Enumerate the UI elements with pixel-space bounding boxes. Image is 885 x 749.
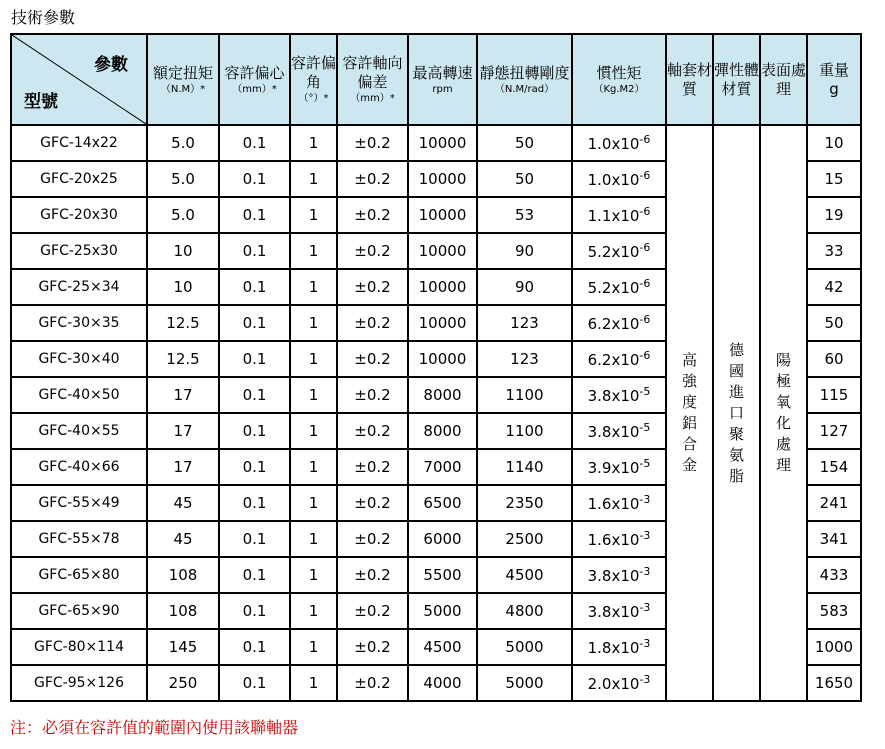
- cell-axial: ±0.2: [337, 341, 408, 377]
- cell-weight: 19: [807, 197, 861, 233]
- header-inertia: [572, 34, 666, 125]
- inertia-exponent: -3: [639, 637, 651, 650]
- cell-eccentric: 0.1: [219, 269, 290, 305]
- cell-axial: ±0.2: [337, 377, 408, 413]
- cell-max-speed: 4000: [408, 665, 477, 701]
- cell-inertia: [572, 377, 666, 413]
- cell-stiffness: 4500: [477, 557, 572, 593]
- cell-stiffness: 2350: [477, 485, 572, 521]
- cell-model: GFC-40×55: [11, 413, 147, 449]
- cell-max-speed: 10000: [408, 233, 477, 269]
- header-surface-treatment: [760, 34, 807, 125]
- header-label: 表面處理: [761, 60, 807, 98]
- cell-max-speed: 10000: [408, 305, 477, 341]
- spec-table: [10, 33, 862, 702]
- cell-elastomer-material: [713, 125, 760, 701]
- cell-rated-torque: 108: [147, 593, 219, 629]
- cell-rated-torque: 12.5: [147, 341, 219, 377]
- cell-eccentric: 0.1: [219, 665, 290, 701]
- cell-rated-torque: 5.0: [147, 161, 219, 197]
- cell-max-speed: 10000: [408, 269, 477, 305]
- cell-eccentric: 0.1: [219, 485, 290, 521]
- cell-angle: 1: [290, 269, 337, 305]
- header-unit: （N.M/rad）: [494, 83, 555, 95]
- cell-eccentric: 0.1: [219, 593, 290, 629]
- cell-model: GFC-25×34: [11, 269, 147, 305]
- header-angle: [290, 34, 337, 125]
- cell-axial: ±0.2: [337, 233, 408, 269]
- header-elastomer-material: [713, 34, 760, 125]
- inertia-base: 1.0x10: [587, 135, 640, 153]
- cell-eccentric: 0.1: [219, 197, 290, 233]
- cell-stiffness: 1100: [477, 377, 572, 413]
- cell-rated-torque: 17: [147, 377, 219, 413]
- inertia-base: 3.8x10: [587, 423, 640, 441]
- cell-stiffness: 5000: [477, 665, 572, 701]
- inertia-base: 3.8x10: [587, 387, 640, 405]
- cell-angle: 1: [290, 665, 337, 701]
- cell-model: GFC-30×40: [11, 341, 147, 377]
- cell-model: GFC-65×80: [11, 557, 147, 593]
- cell-eccentric: 0.1: [219, 413, 290, 449]
- cell-inertia: [572, 413, 666, 449]
- cell-stiffness: 1100: [477, 413, 572, 449]
- cell-eccentric: 0.1: [219, 449, 290, 485]
- cell-angle: 1: [290, 125, 337, 161]
- cell-rated-torque: 5.0: [147, 125, 219, 161]
- inertia-exponent: -6: [639, 133, 651, 146]
- cell-model: GFC-25x30: [11, 233, 147, 269]
- header-label: 重量: [818, 60, 849, 79]
- header-eccentric: [219, 34, 290, 125]
- inertia-exponent: -6: [639, 241, 651, 254]
- cell-angle: 1: [290, 593, 337, 629]
- page-heading: 技術參數: [11, 8, 76, 27]
- cell-max-speed: 5000: [408, 593, 477, 629]
- cell-stiffness: 50: [477, 125, 572, 161]
- cell-axial: ±0.2: [337, 629, 408, 665]
- cell-axial: ±0.2: [337, 521, 408, 557]
- inertia-exponent: -5: [639, 421, 651, 434]
- cell-model: GFC-20x25: [11, 161, 147, 197]
- cell-max-speed: 5500: [408, 557, 477, 593]
- cell-model: GFC-40×66: [11, 449, 147, 485]
- inertia-base: 3.8x10: [587, 567, 640, 585]
- cell-weight: 154: [807, 449, 861, 485]
- inertia-base: 5.2x10: [587, 243, 640, 261]
- cell-stiffness: 50: [477, 161, 572, 197]
- header-stiffness: [477, 34, 572, 125]
- cell-rated-torque: 45: [147, 485, 219, 521]
- cell-weight: 433: [807, 557, 861, 593]
- cell-model: GFC-55×78: [11, 521, 147, 557]
- cell-rated-torque: 17: [147, 413, 219, 449]
- usage-note: 注：必須在容許值的範圍內使用該聯軸器: [10, 718, 299, 737]
- inertia-exponent: -3: [639, 673, 651, 686]
- header-label: 容許偏心: [224, 63, 285, 82]
- cell-axial: ±0.2: [337, 269, 408, 305]
- cell-rated-torque: 17: [147, 449, 219, 485]
- cell-rated-torque: 12.5: [147, 305, 219, 341]
- cell-model: GFC-14x22: [11, 125, 147, 161]
- inertia-base: 1.8x10: [587, 639, 640, 657]
- cell-max-speed: 10000: [408, 125, 477, 161]
- cell-max-speed: 4500: [408, 629, 477, 665]
- header-label: 慣性矩: [596, 63, 642, 82]
- cell-max-speed: 8000: [408, 377, 477, 413]
- inertia-base: 1.6x10: [587, 495, 640, 513]
- cell-rated-torque: 145: [147, 629, 219, 665]
- cell-max-speed: 6500: [408, 485, 477, 521]
- cell-weight: 33: [807, 233, 861, 269]
- inertia-base: 3.8x10: [587, 603, 640, 621]
- cell-axial: ±0.2: [337, 125, 408, 161]
- cell-eccentric: 0.1: [219, 161, 290, 197]
- inertia-exponent: -6: [639, 205, 651, 218]
- cell-angle: 1: [290, 557, 337, 593]
- inertia-base: 2.0x10: [587, 675, 640, 693]
- table-body: [11, 125, 861, 701]
- cell-eccentric: 0.1: [219, 629, 290, 665]
- cell-model: GFC-65×90: [11, 593, 147, 629]
- cell-inertia: [572, 305, 666, 341]
- cell-axial: ±0.2: [337, 305, 408, 341]
- corner-model-label: 型號: [24, 92, 58, 112]
- cell-hub-material: [666, 125, 713, 701]
- cell-eccentric: 0.1: [219, 521, 290, 557]
- header-unit: （N.M）*: [160, 83, 206, 95]
- cell-inertia: [572, 557, 666, 593]
- inertia-base: 1.0x10: [587, 171, 640, 189]
- cell-stiffness: 90: [477, 269, 572, 305]
- cell-angle: 1: [290, 233, 337, 269]
- header-row: [11, 34, 861, 125]
- cell-inertia: [572, 449, 666, 485]
- cell-axial: ±0.2: [337, 197, 408, 233]
- cell-inertia: [572, 269, 666, 305]
- cell-weight: 241: [807, 485, 861, 521]
- cell-rated-torque: 5.0: [147, 197, 219, 233]
- cell-angle: 1: [290, 485, 337, 521]
- cell-angle: 1: [290, 629, 337, 665]
- header-rated-torque: [147, 34, 219, 125]
- header-unit: （mm）*: [232, 83, 277, 95]
- cell-axial: ±0.2: [337, 593, 408, 629]
- cell-stiffness: 53: [477, 197, 572, 233]
- cell-eccentric: 0.1: [219, 377, 290, 413]
- cell-weight: 42: [807, 269, 861, 305]
- header-label: 額定扭矩: [152, 63, 213, 82]
- cell-stiffness: 123: [477, 341, 572, 377]
- cell-weight: 583: [807, 593, 861, 629]
- cell-stiffness: 5000: [477, 629, 572, 665]
- inertia-base: 6.2x10: [587, 351, 640, 369]
- inertia-exponent: -6: [639, 169, 651, 182]
- cell-rated-torque: 10: [147, 269, 219, 305]
- header-unit: g: [829, 79, 839, 98]
- cell-eccentric: 0.1: [219, 557, 290, 593]
- cell-eccentric: 0.1: [219, 233, 290, 269]
- cell-inertia: [572, 125, 666, 161]
- header-unit: rpm: [432, 83, 453, 95]
- cell-max-speed: 10000: [408, 197, 477, 233]
- cell-weight: 127: [807, 413, 861, 449]
- cell-max-speed: 7000: [408, 449, 477, 485]
- inertia-base: 5.2x10: [587, 279, 640, 297]
- cell-rated-torque: 10: [147, 233, 219, 269]
- cell-surface-treatment: [760, 125, 807, 701]
- cell-angle: 1: [290, 341, 337, 377]
- cell-angle: 1: [290, 413, 337, 449]
- cell-inertia: [572, 593, 666, 629]
- header-unit: （mm）*: [350, 93, 395, 104]
- header-label: 軸套材質: [667, 60, 713, 98]
- cell-axial: ±0.2: [337, 557, 408, 593]
- inertia-base: 1.1x10: [587, 207, 640, 225]
- cell-inertia: [572, 197, 666, 233]
- cell-max-speed: 8000: [408, 413, 477, 449]
- inertia-exponent: -6: [639, 277, 651, 290]
- cell-weight: 60: [807, 341, 861, 377]
- cell-eccentric: 0.1: [219, 341, 290, 377]
- inertia-exponent: -3: [639, 493, 651, 506]
- merged-text: 德國進口聚氨脂: [728, 340, 744, 485]
- inertia-base: 6.2x10: [587, 315, 640, 333]
- cell-model: GFC-55×49: [11, 485, 147, 521]
- inertia-exponent: -6: [639, 349, 651, 362]
- cell-inertia: [572, 521, 666, 557]
- cell-stiffness: 2500: [477, 521, 572, 557]
- cell-stiffness: 90: [477, 233, 572, 269]
- inertia-exponent: -3: [639, 529, 651, 542]
- inertia-exponent: -5: [639, 457, 651, 470]
- cell-inertia: [572, 161, 666, 197]
- cell-model: GFC-20x30: [11, 197, 147, 233]
- cell-angle: 1: [290, 449, 337, 485]
- cell-stiffness: 4800: [477, 593, 572, 629]
- cell-model: GFC-40×50: [11, 377, 147, 413]
- cell-inertia: [572, 485, 666, 521]
- cell-model: GFC-80×114: [11, 629, 147, 665]
- header-max-speed: [408, 34, 477, 125]
- cell-model: GFC-30×35: [11, 305, 147, 341]
- inertia-exponent: -3: [639, 565, 651, 578]
- merged-text: 高強度鋁合金: [681, 351, 697, 474]
- cell-weight: 341: [807, 521, 861, 557]
- inertia-exponent: -6: [639, 313, 651, 326]
- cell-axial: ±0.2: [337, 161, 408, 197]
- cell-weight: 15: [807, 161, 861, 197]
- cell-weight: 10: [807, 125, 861, 161]
- inertia-exponent: -3: [639, 601, 651, 614]
- cell-axial: ±0.2: [337, 413, 408, 449]
- corner-header-cell: [11, 34, 147, 125]
- cell-inertia: [572, 233, 666, 269]
- inertia-base: 1.6x10: [587, 531, 640, 549]
- cell-weight: 115: [807, 377, 861, 413]
- cell-rated-torque: 45: [147, 521, 219, 557]
- header-label: 容許偏角: [291, 54, 337, 91]
- cell-weight: 1000: [807, 629, 861, 665]
- cell-inertia: [572, 341, 666, 377]
- cell-angle: 1: [290, 161, 337, 197]
- cell-stiffness: 1140: [477, 449, 572, 485]
- header-label: 靜態扭轉剛度: [479, 63, 570, 82]
- cell-weight: 50: [807, 305, 861, 341]
- cell-weight: 1650: [807, 665, 861, 701]
- header-label: 容許軸向偏差: [342, 54, 403, 91]
- cell-angle: 1: [290, 305, 337, 341]
- cell-angle: 1: [290, 521, 337, 557]
- cell-inertia: [572, 665, 666, 701]
- cell-inertia: [572, 629, 666, 665]
- inertia-base: 3.9x10: [587, 459, 640, 477]
- cell-max-speed: 10000: [408, 341, 477, 377]
- cell-model: GFC-95×126: [11, 665, 147, 701]
- cell-rated-torque: 108: [147, 557, 219, 593]
- cell-angle: 1: [290, 197, 337, 233]
- cell-axial: ±0.2: [337, 449, 408, 485]
- cell-angle: 1: [290, 377, 337, 413]
- merged-text: 陽極氧化處理: [775, 351, 791, 474]
- cell-max-speed: 10000: [408, 161, 477, 197]
- header-label: 最高轉速: [412, 63, 473, 82]
- header-unit: （°）*: [298, 93, 329, 104]
- cell-axial: ±0.2: [337, 665, 408, 701]
- inertia-exponent: -5: [639, 385, 651, 398]
- header-unit: （Kg.M2）: [593, 83, 645, 95]
- header-axial: [337, 34, 408, 125]
- header-label: 彈性體材質: [714, 60, 760, 98]
- cell-stiffness: 123: [477, 305, 572, 341]
- cell-eccentric: 0.1: [219, 125, 290, 161]
- cell-axial: ±0.2: [337, 485, 408, 521]
- cell-rated-torque: 250: [147, 665, 219, 701]
- cell-max-speed: 6000: [408, 521, 477, 557]
- header-hub-material: [666, 34, 713, 125]
- corner-param-label: 參數: [94, 55, 128, 75]
- table-row: [11, 125, 861, 161]
- header-weight: [807, 34, 861, 125]
- cell-eccentric: 0.1: [219, 305, 290, 341]
